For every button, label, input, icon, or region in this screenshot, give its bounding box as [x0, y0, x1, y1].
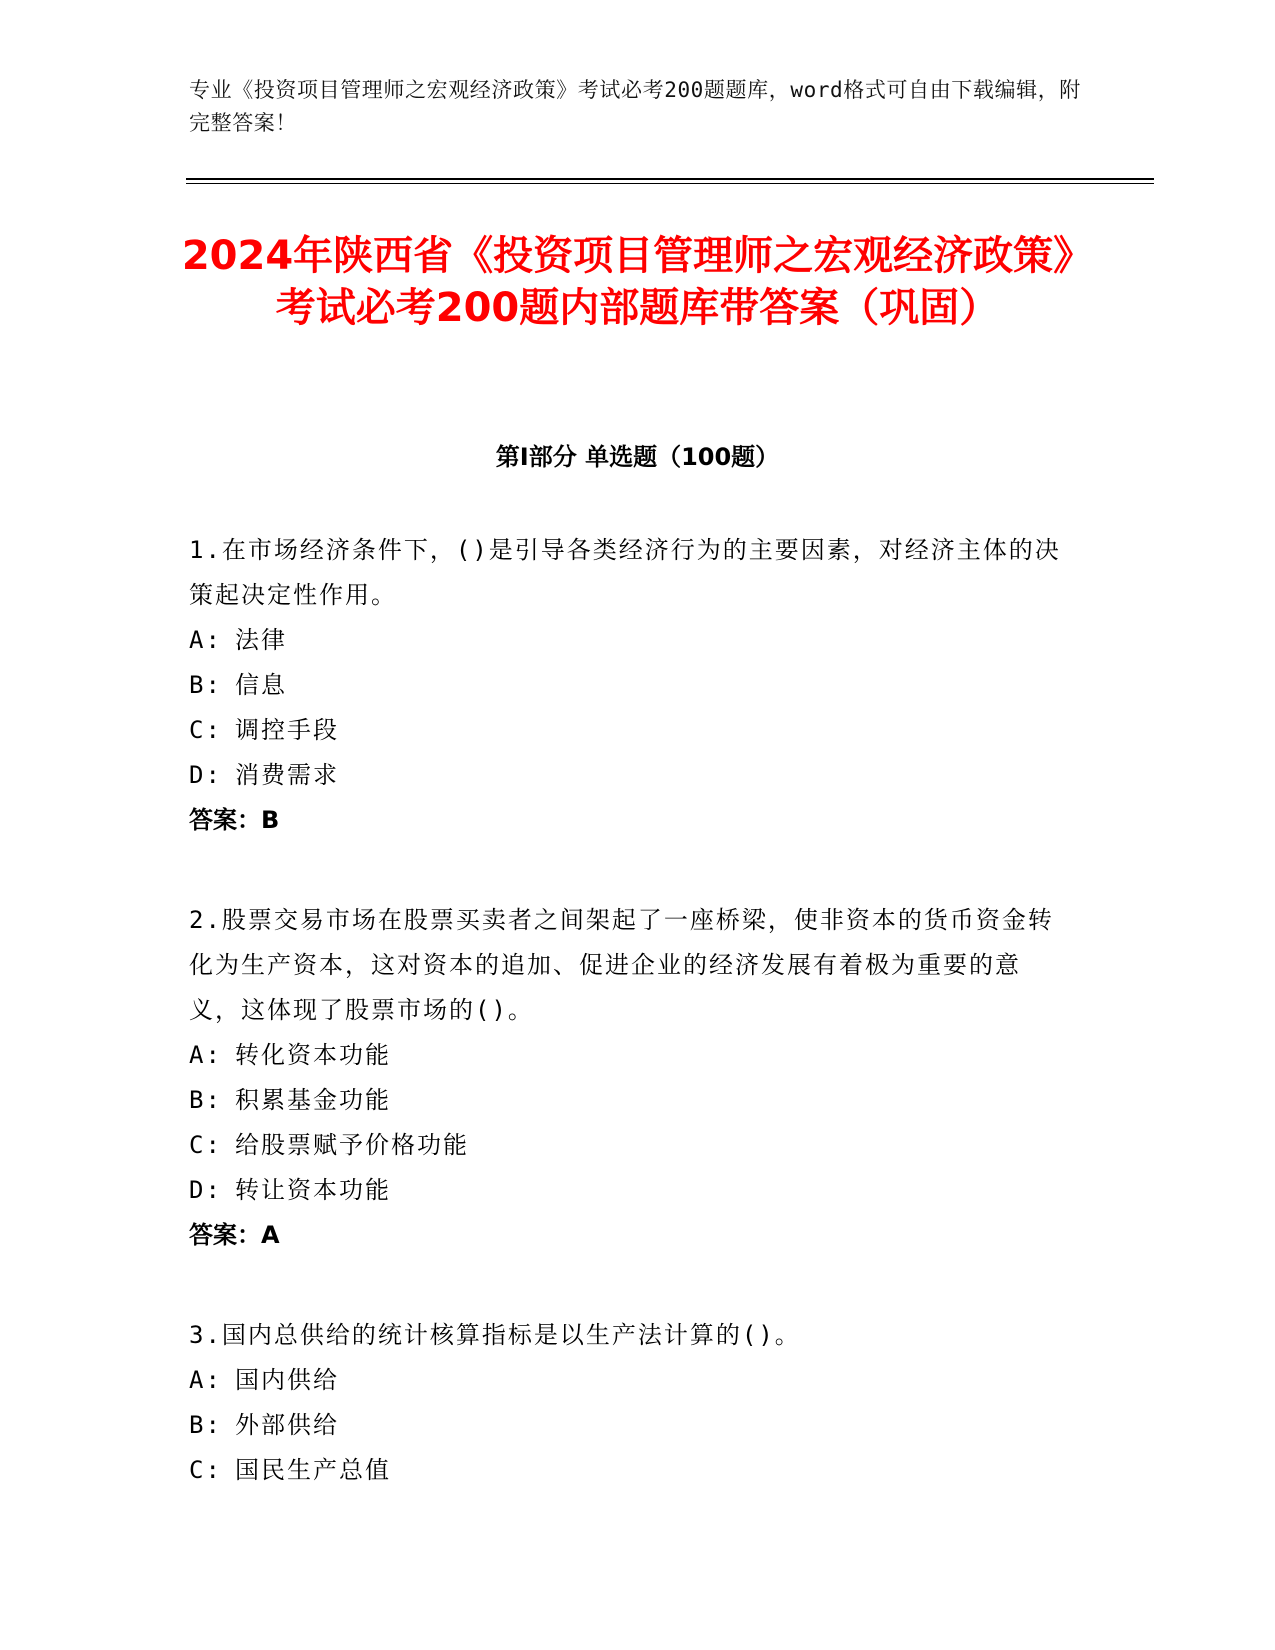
header-rule-thick: [186, 178, 1154, 180]
answer-label: 答案：: [189, 1221, 261, 1249]
question-stem: 3.国内总供给的统计核算指标是以生产法计算的()。: [189, 1321, 801, 1349]
option-c: [189, 1123, 1069, 1168]
answer-label: 答案：: [189, 806, 261, 834]
section-heading: 第I部分 单选题（100题）: [495, 443, 780, 471]
option-text: 调控手段: [235, 716, 339, 744]
option-text: 信息: [235, 671, 287, 699]
option-text: 外部供给: [235, 1411, 339, 1439]
option-key: B:: [189, 1086, 222, 1114]
option-key: D:: [189, 761, 222, 789]
question-2: [189, 898, 1069, 1258]
document-title: 2024年陕西省《投资项目管理师之宏观经济政策》考试必考200题内部题库带答案（巩固）: [181, 233, 1094, 331]
option-a: [189, 1033, 1069, 1078]
option-key: A:: [189, 626, 222, 654]
option-key: B:: [189, 1411, 222, 1439]
answer-line: [189, 798, 1069, 843]
option-key: C:: [189, 1131, 222, 1159]
option-key: C:: [189, 1456, 222, 1484]
option-key: D:: [189, 1176, 222, 1204]
question-1: [189, 528, 1069, 843]
option-text: 国民生产总值: [235, 1456, 391, 1484]
option-text: 转让资本功能: [235, 1176, 391, 1204]
answer-line: [189, 1213, 1069, 1258]
option-c: [189, 1448, 1069, 1493]
option-a: [189, 1358, 1069, 1403]
option-key: A:: [189, 1041, 222, 1069]
option-text: 法律: [235, 626, 287, 654]
question-list: [189, 528, 1069, 1548]
option-key: A:: [189, 1366, 222, 1394]
question-3: [189, 1313, 1069, 1493]
option-key: C:: [189, 716, 222, 744]
answer-value: B: [261, 806, 280, 834]
option-text: 消费需求: [235, 761, 339, 789]
option-text: 转化资本功能: [235, 1041, 391, 1069]
option-text: 积累基金功能: [235, 1086, 391, 1114]
option-text: 国内供给: [235, 1366, 339, 1394]
option-key: B:: [189, 671, 222, 699]
option-b: [189, 663, 1069, 708]
option-text: 给股票赋予价格功能: [235, 1131, 469, 1159]
option-d: [189, 753, 1069, 798]
option-b: [189, 1403, 1069, 1448]
answer-value: A: [261, 1221, 280, 1249]
option-b: [189, 1078, 1069, 1123]
header-rule-thin: [186, 183, 1154, 184]
option-a: [189, 618, 1069, 663]
option-c: [189, 708, 1069, 753]
question-stem: 2.股票交易市场在股票买卖者之间架起了一座桥梁，使非资本的货币资金转化为生产资本，这对资本的追加、促进企业的经济发展有着极为重要的意义，这体现了股票市场的()。: [189, 906, 1054, 1024]
option-d: [189, 1168, 1069, 1213]
question-stem: 1.在市场经济条件下，()是引导各类经济行为的主要因素，对经济主体的决策起决定性作用。: [189, 536, 1061, 609]
header-note: 专业《投资项目管理师之宏观经济政策》考试必考200题题库，word格式可自由下载编辑，附完整答案！: [189, 78, 1081, 135]
